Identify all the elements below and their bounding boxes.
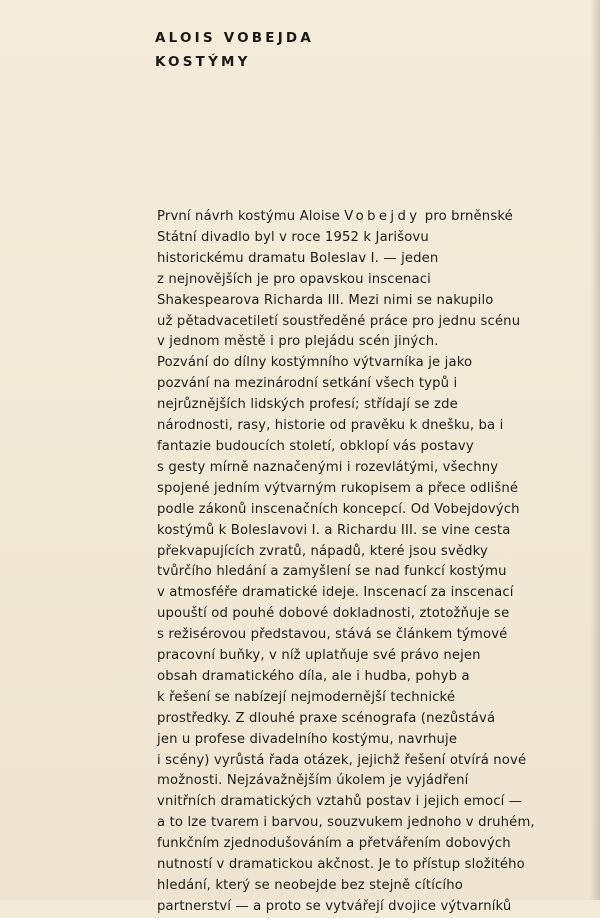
text-line [157,500,567,521]
text-line [157,521,567,542]
text-line [157,291,567,312]
text-line [157,542,567,563]
emphasized-name: Vobejdy [344,209,421,224]
text-line [157,353,567,374]
text-line [157,332,567,353]
text-line [157,876,567,897]
text-line [157,667,567,688]
text-segment: v atmosféře dramatické ideje. Inscenací za inscenací [157,585,514,601]
text-line [157,416,567,437]
text-segment: už pětadvacetiletí soustředěné práce pro jednu scénu [157,313,521,329]
text-segment: funkčním zjednodušováním a přetvářením dobových [157,836,511,852]
page-header [155,26,314,74]
text-segment: fantazie budoucích století, obklopí vás postavy [157,438,474,454]
text-segment: kostýmů k Boleslavovi I. a Richardu III. se vine cesta [157,522,511,538]
text-segment: s režisérovou představou, stává se článkem týmové [157,627,508,643]
text-segment: a to lze tvarem i barvou, souzvukem jednoho v druhém, [157,815,535,831]
text-line [157,604,567,625]
text-segment: v jednom městě i pro plejádu scén jiných. [157,334,439,350]
text-line [157,646,567,667]
text-segment: pro brněnské [420,209,513,224]
text-segment: pozvání na mezinárodní setkání všech typů i [157,376,458,392]
text-line [157,625,567,646]
text-line [157,709,567,730]
text-segment: pracovní buňky, v níž uplatňuje své právo nejen [157,648,481,664]
text-line [157,228,567,249]
text-segment: s gesty mírně naznačenými i rozevlátými, všechny [157,459,499,475]
text-line [157,730,567,751]
page-edge-shadow [590,0,600,900]
text-segment: i scény) vyrůstá řada otázek, jejichž řešení otvírá nové [157,752,527,768]
text-line [157,458,567,479]
text-segment: tvůrčího hledání a zamyšlení se nad funkcí kostýmu [157,564,507,580]
text-segment: Pozvání do dílny kostýmního výtvarníka je jako [157,355,473,371]
text-line [157,855,567,876]
text-segment: prostředky. Z dlouhé praxe scénografa (nezůstává [157,710,496,726]
text-line [157,270,567,291]
text-segment: upouští od pouhé dobové dokladnosti, ztotožňuje se [157,606,510,622]
text-segment: Státní divadlo byl v roce 1952 k Jarišovu [157,229,429,245]
text-segment: partnerství — a proto se vytvářejí dvojice výtvarníků [157,898,512,914]
text-line [157,583,567,604]
text-line [157,479,567,500]
text-segment: spojené jedním výtvarným rukopisem a přece odlišné [157,480,519,496]
text-segment: národnosti, rasy, historie od pravěku k dnešku, ba i [157,418,504,434]
text-segment: k řešení se nabízejí nejmodernější technické [157,689,456,705]
text-line [157,834,567,855]
text-line [157,395,567,416]
section-title: KOSTÝMY [155,54,251,70]
text-line [157,771,567,792]
text-segment: obsah dramatického díla, ale i hudba, pohyb a [157,668,470,684]
text-line [157,792,567,813]
text-segment: jen u profese divadelního kostýmu, navrhuje [157,731,458,747]
author-name: ALOIS VOBEJDA [155,30,314,46]
text-line [157,207,567,228]
text-line [157,688,567,709]
text-line [157,751,567,772]
text-line [157,813,567,834]
text-segment: překvapujících zvratů, nápadů, které jsou svědky [157,543,488,559]
text-segment: nutností v dramatickou akčnost. Je to přístup složitého [157,857,525,873]
text-line [157,437,567,458]
text-segment: Shakespearova Richarda III. Mezi nimi se nakupilo [157,292,494,308]
text-segment: možnosti. Nejzávažnějším úkolem je vyjádření [157,773,469,789]
text-segment: První návrh kostýmu Aloise [157,209,345,224]
text-line [157,374,567,395]
text-line [157,562,567,583]
text-segment: historickému dramatu Boleslav I. — jeden [157,250,439,266]
text-line [157,312,567,333]
text-segment: nejrůznějších lidských profesí; střídají se zde [157,397,458,413]
text-line [157,249,567,270]
text-segment: hledání, který se neobejde bez stejně cítícího [157,878,463,893]
text-line [157,897,567,918]
body-text [157,207,567,918]
text-segment: z nejnovějších je pro opavskou inscenaci [157,271,431,287]
text-segment: podle zákonů inscenačních koncepcí. Od Vobejdových [157,501,520,517]
text-segment: vnitřních dramatických vztahů postav i jejich emocí — [157,794,523,810]
